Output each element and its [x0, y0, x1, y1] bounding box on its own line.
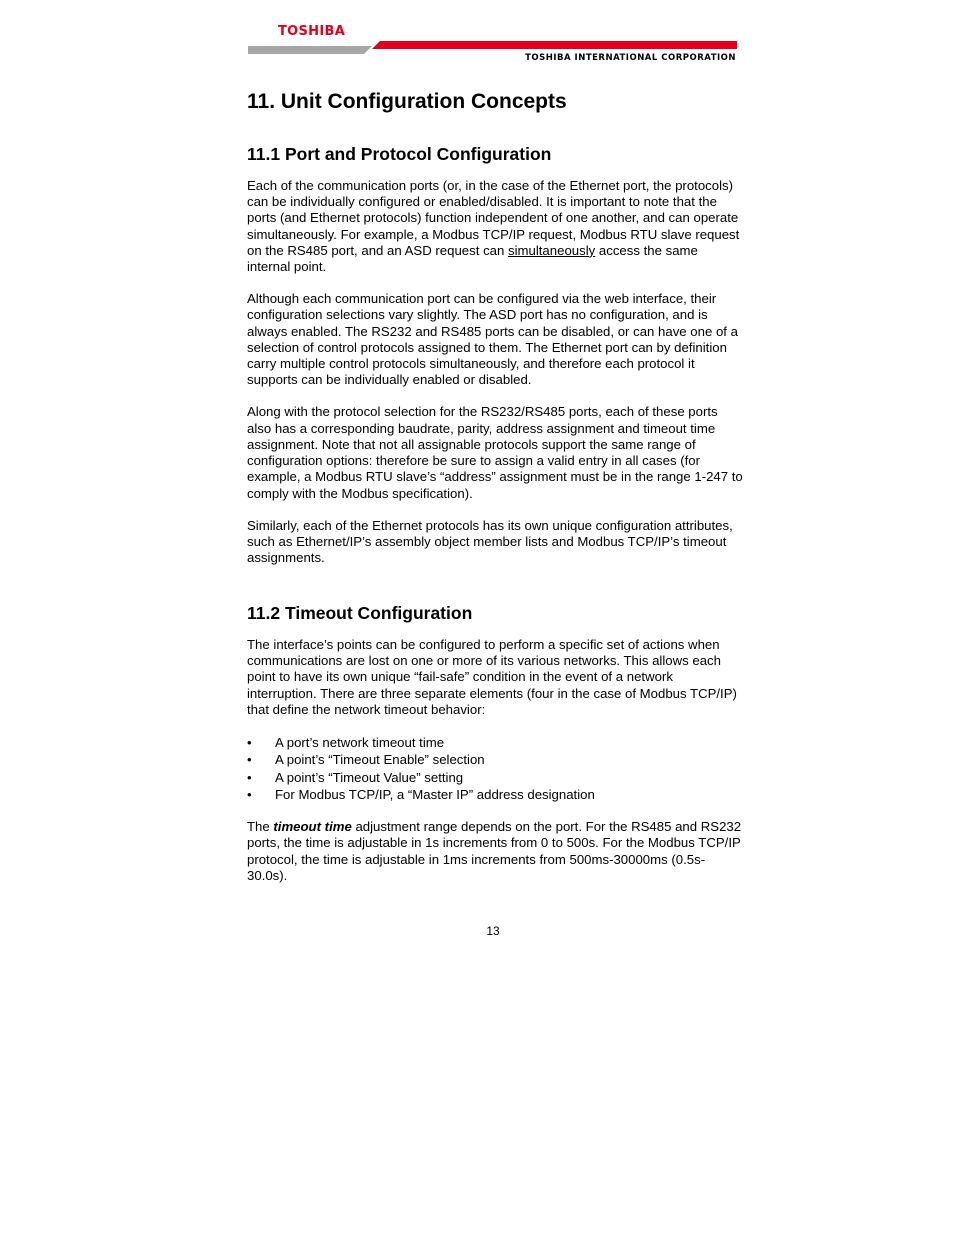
emphasis-text: timeout time — [273, 819, 352, 835]
paragraph: Although each communication port can be configured via the web interface, their configuration selections vary slightly. The ASD port has no configuration, and is always enabled. The RS232 and RS485 ports can be disabled, or can have one of a selection of control protocols assigned to them. The Ethernet port can by definition carry multiple control protocols simultaneously, and therefore each protocol it supports can be individually enabled or disabled. — [247, 291, 738, 388]
paragraph: Each of the communication ports (or, in the case of the Ethernet port, the protocols) can be individually configured or enabled/disabled. It is important to note that the ports (and Ethernet protocols) function independent of one another, and can operate simultaneously. For example, a Modbus TCP/IP request, Modbus RTU slave request on the RS485 port, and an ASD request can simultaneously access the same internal point. — [247, 178, 740, 275]
section-heading-timeout: 11.2 Timeout Configuration — [247, 603, 473, 624]
list-item: • A point’s “Timeout Enable” selection — [247, 752, 485, 768]
header-red-bar — [372, 41, 737, 49]
bullet-icon: • — [247, 786, 252, 802]
toshiba-logo: TOSHIBA — [278, 24, 346, 39]
chapter-title: 11. Unit Configuration Concepts — [247, 90, 567, 113]
list-item: • A point’s “Timeout Value” setting — [247, 769, 464, 785]
bullet-icon: • — [247, 769, 252, 785]
page-number: 13 — [486, 924, 500, 938]
paragraph: Similarly, each of the Ethernet protocols has its own unique configuration attributes, such as Ethernet/IP’s assembly object member lists and Modbus TCP/IP’s timeout assignments. — [247, 517, 733, 566]
bullet-icon: • — [247, 752, 252, 768]
header-gray-bar — [248, 46, 372, 54]
page-content — [247, 88, 743, 900]
company-name: TOSHIBA INTERNATIONAL CORPORATION — [525, 53, 736, 63]
underlined-text: simultaneously — [508, 242, 596, 258]
paragraph: The timeout time adjustment range depends on the port. For the RS485 and RS232 ports, the time is adjustable in 1s increments from 0 to 500s. For the Modbus TCP/IP protocol, the time is adjustable in 1ms increments from 500ms-30000ms (0.5s-30.0s). — [247, 819, 742, 883]
bullet-icon: • — [247, 735, 252, 751]
paragraph: Along with the protocol selection for the RS232/RS485 ports, each of these ports also has a corresponding baudrate, parity, address assignment and timeout time assignment. Note that not all assignable protocols support the same range of configuration options: therefore be sure to assign a valid entry in all cases (for example, a Modbus RTU slave’s “address” assignment must be in the range 1-247 to comply with the Modbus specification). — [247, 404, 743, 501]
list-item: • For Modbus TCP/IP, a “Master IP” address designation — [247, 786, 595, 802]
bullet-list — [247, 734, 743, 803]
section-heading-port-protocol: 11.1 Port and Protocol Configuration — [247, 144, 552, 165]
list-item: • A port’s network timeout time — [247, 735, 445, 751]
paragraph: The interface’s points can be configured to perform a specific set of actions when communications are lost on one or more of its various networks. This allows each point to have its own unique “fail-safe” condition in the event of a network interruption. There are three separate elements (four in the case of Modbus TCP/IP) that define the network timeout behavior: — [247, 637, 737, 717]
page-header — [248, 20, 738, 68]
